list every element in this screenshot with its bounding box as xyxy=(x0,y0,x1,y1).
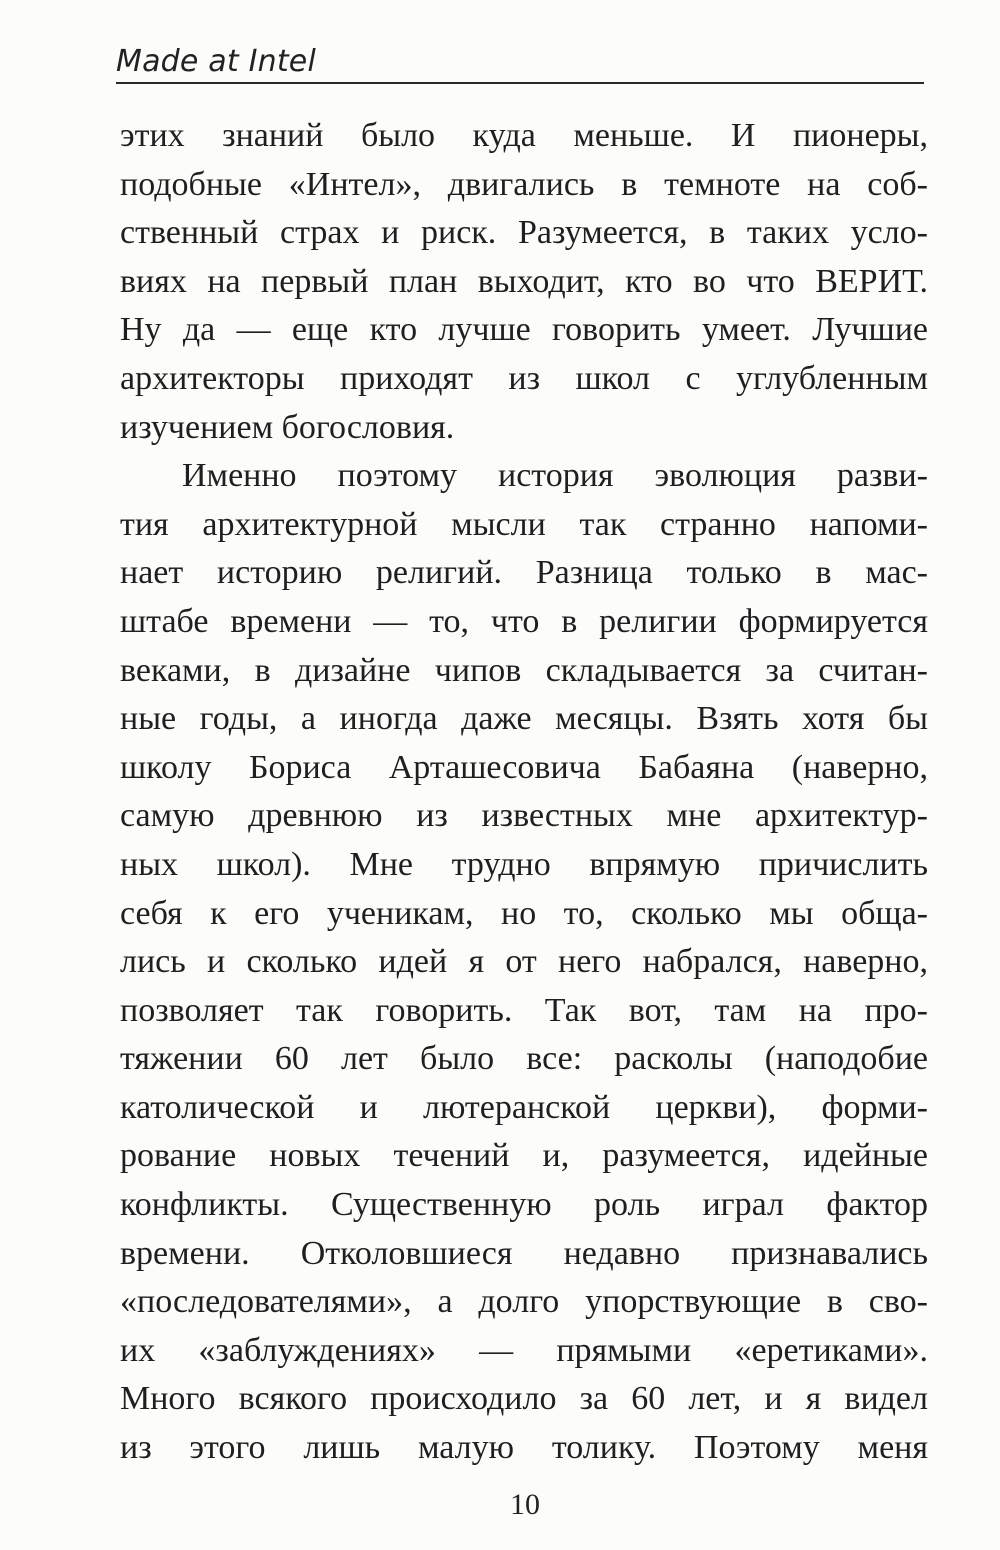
body-text xyxy=(120,112,928,1473)
text-line: тяжении 60 лет было все: расколы (наподобие xyxy=(120,1040,928,1078)
text-line: самую древнюю из известных мне архитектур- xyxy=(120,797,928,835)
text-line: конфликты. Существенную роль играл фактор xyxy=(120,1186,928,1224)
text-line: школу Бориса Арташесовича Бабаяна (наверно, xyxy=(120,748,928,786)
page-number: 10 xyxy=(510,1488,540,1521)
text-line: изучением богословия. xyxy=(120,408,455,446)
text-line: нает историю религий. Разница только в мас- xyxy=(120,554,928,592)
header-rule xyxy=(116,82,924,84)
text-line: ные годы, а иногда даже месяцы. Взять хотя бы xyxy=(120,700,928,738)
text-line: католической и лютеранской церкви), форми- xyxy=(120,1088,928,1126)
text-line: позволяет так говорить. Так вот, там на про- xyxy=(120,991,928,1029)
text-line: этих знаний было куда меньше. И пионеры, xyxy=(120,117,928,154)
text-line: Именно поэтому история эволюция разви- xyxy=(182,457,928,495)
text-line: штабе времени — то, что в религии формируется xyxy=(120,602,928,640)
text-line: ных школ). Мне трудно впрямую причислить xyxy=(120,845,928,883)
text-line: виях на первый план выходит, кто во что ВЕРИТ. xyxy=(120,262,928,300)
text-line: подобные «Интел», двигались в темноте на соб- xyxy=(120,165,928,203)
text-line: лись и сколько идей я от него набрался, наверно, xyxy=(120,943,928,981)
text-line: из этого лишь малую толику. Поэтому меня xyxy=(120,1429,928,1467)
text-line: «последователями», а долго упорствующие в сво- xyxy=(120,1283,928,1321)
text-line: архитекторы приходят из школ с углубленным xyxy=(120,359,928,397)
text-line: рование новых течений и, разумеется, идейные xyxy=(120,1137,928,1175)
text-line: их «заблуждениях» — прямыми «еретиками». xyxy=(120,1331,928,1369)
text-line: ственный страх и риск. Разумеется, в таких усло- xyxy=(120,214,928,252)
text-line: тия архитектурной мысли так странно напоми- xyxy=(120,505,928,543)
text-line: Много всякого происходило за 60 лет, и я видел xyxy=(120,1380,928,1418)
text-line: времени. Отколовшиеся недавно признавались xyxy=(120,1234,928,1272)
text-line: веками, в дизайне чипов складывается за считан- xyxy=(120,651,928,689)
running-header-title: Made at Intel xyxy=(116,44,317,79)
text-line: Ну да — еще кто лучше говорить умеет. Лучшие xyxy=(120,311,928,349)
text-line: себя к его ученикам, но то, сколько мы обща- xyxy=(120,894,928,932)
